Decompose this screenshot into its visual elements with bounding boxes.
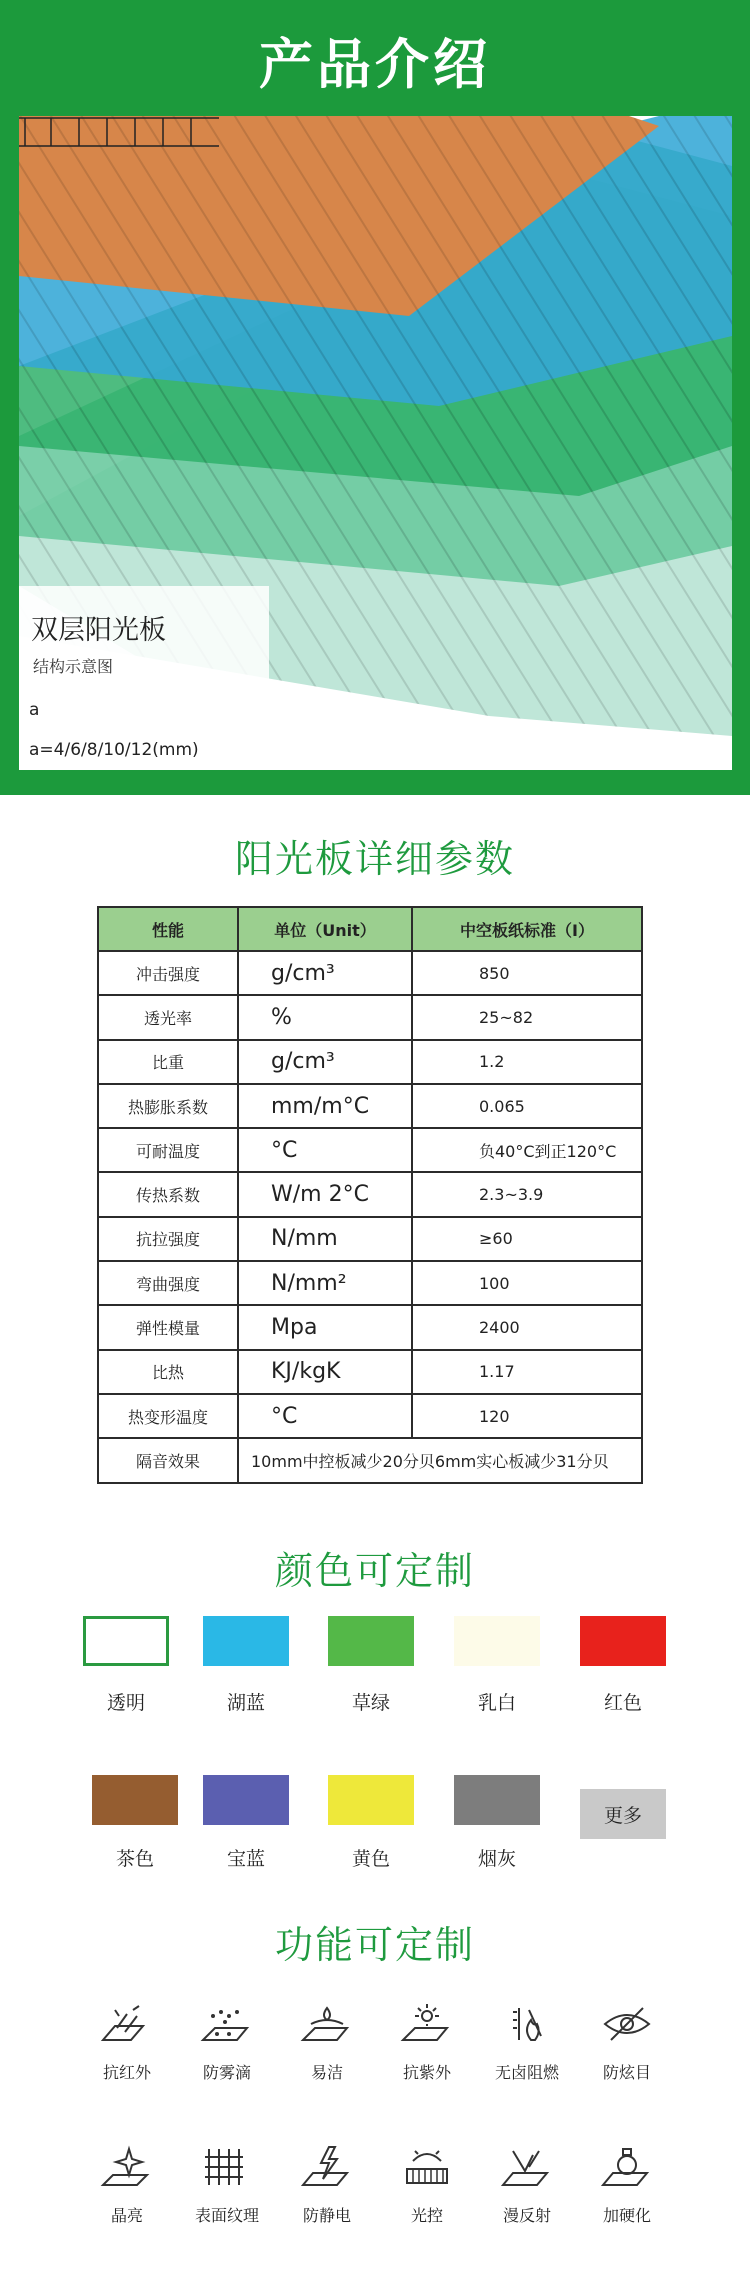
row-value: 120 bbox=[412, 1394, 642, 1438]
swatch-transparent[interactable] bbox=[83, 1616, 169, 1666]
table-row bbox=[98, 1084, 642, 1128]
function-item bbox=[577, 2002, 677, 2083]
swatch-label: 红色 bbox=[603, 1692, 642, 1714]
swatch-label: 宝蓝 bbox=[226, 1848, 265, 1870]
light-control-icon bbox=[399, 2145, 455, 2189]
swatch-milky-white[interactable] bbox=[454, 1616, 540, 1666]
function-item bbox=[277, 2002, 377, 2083]
polycarbonate-sheets-illustration bbox=[19, 116, 732, 770]
swatch-label: 透明 bbox=[106, 1692, 145, 1714]
row-unit: W/m 2°C bbox=[238, 1172, 412, 1216]
row-unit: Mpa bbox=[238, 1305, 412, 1349]
header-unit: 单位（Unit） bbox=[238, 907, 412, 951]
table-row bbox=[98, 1261, 642, 1305]
function-label: 易洁 bbox=[310, 2063, 343, 2082]
table-row bbox=[98, 1128, 642, 1172]
swatch-label: 乳白 bbox=[477, 1692, 516, 1714]
table-header-row bbox=[98, 907, 642, 951]
row-property: 可耐温度 bbox=[98, 1128, 238, 1172]
caption-a-label: a bbox=[29, 700, 40, 720]
swatch-royal-blue[interactable] bbox=[203, 1775, 289, 1825]
row-value: 0.065 bbox=[412, 1084, 642, 1128]
row-value: 100 bbox=[412, 1261, 642, 1305]
swatch-brown[interactable] bbox=[92, 1775, 178, 1825]
swatch-label: 草绿 bbox=[351, 1692, 390, 1714]
function-item bbox=[77, 2145, 177, 2226]
table-row bbox=[98, 1172, 642, 1216]
row-property: 热变形温度 bbox=[98, 1394, 238, 1438]
anti-static-icon bbox=[299, 2145, 355, 2189]
swatch-label: 湖蓝 bbox=[226, 1692, 265, 1714]
function-label: 表面纹理 bbox=[194, 2206, 259, 2225]
row-property: 弯曲强度 bbox=[98, 1261, 238, 1305]
function-label: 防静电 bbox=[302, 2206, 351, 2225]
function-item bbox=[477, 2145, 577, 2226]
function-label: 无卤阻燃 bbox=[494, 2063, 559, 2082]
function-item bbox=[477, 2002, 577, 2083]
header-property: 性能 bbox=[98, 907, 238, 951]
product-photo bbox=[19, 116, 732, 770]
header-standard: 中空板纸标准（I） bbox=[412, 907, 642, 951]
swatch-lake-blue[interactable] bbox=[203, 1616, 289, 1666]
caption-subtitle: 结构示意图 bbox=[33, 657, 114, 676]
surface-texture-icon bbox=[199, 2145, 255, 2189]
table-row bbox=[98, 1394, 642, 1438]
table-row bbox=[98, 1350, 642, 1394]
swatch-yellow[interactable] bbox=[328, 1775, 414, 1825]
swatch-label: 黄色 bbox=[351, 1848, 390, 1870]
row-property: 抗拉强度 bbox=[98, 1217, 238, 1261]
row-property: 热膨胀系数 bbox=[98, 1084, 238, 1128]
row-value: 10mm中控板减少20分贝6mm实心板减少31分贝 bbox=[238, 1438, 642, 1482]
row-unit: °C bbox=[238, 1128, 412, 1172]
flame-retardant-icon bbox=[499, 2002, 555, 2046]
function-label: 抗红外 bbox=[102, 2063, 151, 2082]
function-label: 晶亮 bbox=[110, 2206, 143, 2225]
row-property: 比热 bbox=[98, 1350, 238, 1394]
swatch-label: 烟灰 bbox=[477, 1848, 516, 1870]
row-unit: g/cm³ bbox=[238, 951, 412, 995]
params-title: 阳光板详细参数 bbox=[234, 837, 515, 881]
caption-title: 双层阳光板 bbox=[31, 615, 166, 646]
row-property: 比重 bbox=[98, 1040, 238, 1084]
swatch-smoke-gray[interactable] bbox=[454, 1775, 540, 1825]
hero-banner bbox=[0, 0, 750, 795]
function-label: 防炫目 bbox=[602, 2063, 651, 2082]
row-property: 传热系数 bbox=[98, 1172, 238, 1216]
table-row bbox=[98, 951, 642, 995]
table-row bbox=[98, 1438, 642, 1482]
row-value: 25~82 bbox=[412, 995, 642, 1039]
function-label: 防雾滴 bbox=[202, 2063, 251, 2082]
caption-sizes: a=4/6/8/10/12(mm) bbox=[29, 740, 199, 760]
function-label: 加硬化 bbox=[602, 2206, 651, 2225]
row-property: 弹性模量 bbox=[98, 1305, 238, 1349]
function-label: 抗紫外 bbox=[402, 2063, 451, 2082]
function-item bbox=[277, 2145, 377, 2226]
row-value: ≥60 bbox=[412, 1217, 642, 1261]
table-row bbox=[98, 1305, 642, 1349]
function-item bbox=[377, 2002, 477, 2083]
row-value: 负40°C到正120°C bbox=[412, 1128, 642, 1172]
easy-clean-icon bbox=[299, 2002, 355, 2046]
row-unit: KJ/kgK bbox=[238, 1350, 412, 1394]
crystal-bright-icon bbox=[99, 2145, 155, 2189]
structure-diagram bbox=[19, 116, 219, 148]
function-item bbox=[377, 2145, 477, 2226]
table-row bbox=[98, 1217, 642, 1261]
hardening-icon bbox=[599, 2145, 655, 2189]
function-label: 漫反射 bbox=[502, 2206, 551, 2225]
function-item bbox=[177, 2002, 277, 2083]
function-item bbox=[577, 2145, 677, 2226]
page-title: 产品介绍 bbox=[259, 33, 491, 96]
swatch-red[interactable] bbox=[580, 1616, 666, 1666]
functions-title: 功能可定制 bbox=[274, 1923, 475, 1967]
row-property: 透光率 bbox=[98, 995, 238, 1039]
function-item bbox=[177, 2145, 277, 2226]
anti-glare-icon bbox=[599, 2002, 655, 2046]
row-unit: °C bbox=[238, 1394, 412, 1438]
anti-infrared-icon bbox=[99, 2002, 155, 2046]
row-property: 隔音效果 bbox=[98, 1438, 238, 1482]
diffuse-reflection-icon bbox=[499, 2145, 555, 2189]
row-property: 冲击强度 bbox=[98, 951, 238, 995]
anti-fog-icon bbox=[199, 2002, 255, 2046]
row-value: 2.3~3.9 bbox=[412, 1172, 642, 1216]
row-unit: % bbox=[238, 995, 412, 1039]
row-unit: mm/m°C bbox=[238, 1084, 412, 1128]
row-unit: N/mm² bbox=[238, 1261, 412, 1305]
table-row bbox=[98, 1040, 642, 1084]
row-unit: g/cm³ bbox=[238, 1040, 412, 1084]
row-value: 2400 bbox=[412, 1305, 642, 1349]
anti-uv-icon bbox=[399, 2002, 455, 2046]
row-value: 1.2 bbox=[412, 1040, 642, 1084]
row-unit: N/mm bbox=[238, 1217, 412, 1261]
more-colors-button[interactable]: 更多 bbox=[580, 1789, 666, 1839]
table-row bbox=[98, 995, 642, 1039]
swatch-label: 茶色 bbox=[115, 1848, 154, 1870]
colors-title: 颜色可定制 bbox=[274, 1549, 475, 1593]
function-label: 光控 bbox=[410, 2206, 443, 2225]
function-item bbox=[77, 2002, 177, 2083]
row-value: 850 bbox=[412, 951, 642, 995]
params-table bbox=[97, 906, 643, 1484]
swatch-grass-green[interactable] bbox=[328, 1616, 414, 1666]
row-value: 1.17 bbox=[412, 1350, 642, 1394]
